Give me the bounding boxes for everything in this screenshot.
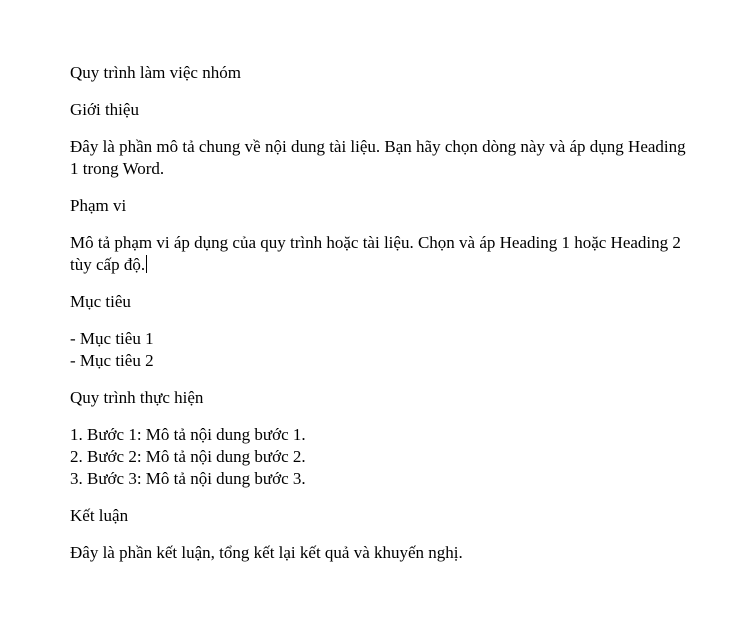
- goal-item: - Mục tiêu 2: [70, 351, 154, 370]
- process-heading: Quy trình thực hiện: [70, 388, 204, 407]
- document-page[interactable]: [70, 62, 690, 579]
- conclusion-paragraph: Đây là phần kết luận, tổng kết lại kết quả và khuyến nghị.: [70, 543, 463, 562]
- intro-heading: Giới thiệu: [70, 100, 139, 119]
- intro-paragraph: Đây là phần mô tả chung về nội dung tài liệu. Bạn hãy chọn dòng này và áp dụng Heading 1 trong Word.: [70, 137, 686, 178]
- step-item: 2. Bước 2: Mô tả nội dung bước 2.: [70, 447, 306, 466]
- goal-item: - Mục tiêu 1: [70, 329, 154, 348]
- scope-paragraph: [70, 232, 690, 276]
- scope-text: Mô tả phạm vi áp dụng của quy trình hoặc tài liệu. Chọn và áp Heading 1 hoặc Heading 2 tùy cấp độ.: [70, 233, 681, 274]
- text-cursor: [146, 255, 147, 273]
- document-title: Quy trình làm việc nhóm: [70, 63, 241, 82]
- conclusion-heading: Kết luận: [70, 506, 129, 525]
- goals-list: [70, 328, 690, 372]
- step-item: 3. Bước 3: Mô tả nội dung bước 3.: [70, 469, 306, 488]
- step-item: 1. Bước 1: Mô tả nội dung bước 1.: [70, 425, 306, 444]
- goals-heading: Mục tiêu: [70, 292, 131, 311]
- scope-heading: Phạm vi: [70, 196, 127, 215]
- steps-list: [70, 424, 690, 490]
